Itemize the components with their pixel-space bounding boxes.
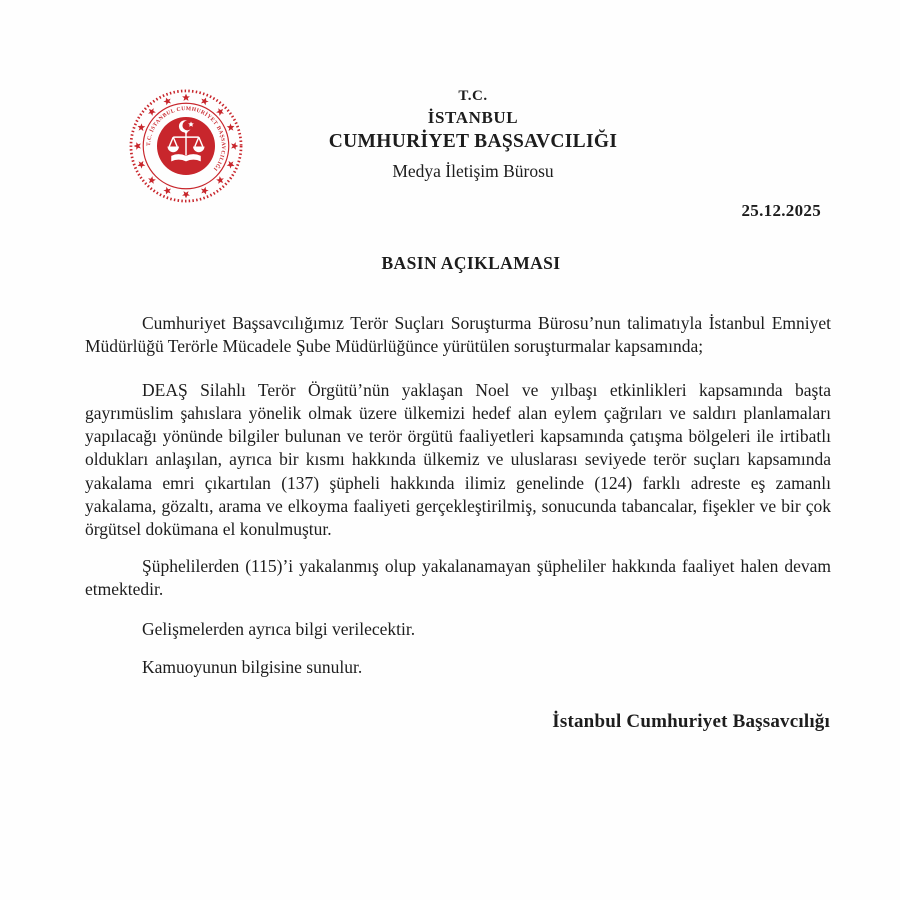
letterhead-institution: CUMHURİYET BAŞSAVCILIĞI — [328, 130, 618, 152]
letterhead-city: İSTANBUL — [427, 107, 519, 127]
document-date: 25.12.2025 — [741, 201, 821, 220]
paragraph-intro: Cumhuriyet Başsavcılığımız Terör Suçları Soruşturma Bürosu’nun talimatıyla İstanbul Emniyet Müdürlüğü Terörle Mücadele Şube Müdürlüğünce yürütülen soruşturmalar kapsamında; — [85, 313, 831, 357]
paragraph-suspects-status: Şüphelilerden (115)’i yakalanmış olup yakalanamayan şüpheliler hakkında faaliyet halen devam etmektedir. — [85, 555, 831, 599]
paragraph-further-info: Gelişmelerden ayrıca bilgi verilecektir. — [142, 619, 416, 640]
letterhead-tc: T.C. — [458, 88, 488, 104]
signature: İstanbul Cumhuriyet Başsavcılığı — [552, 711, 830, 732]
letterhead-bureau: Medya İletişim Bürosu — [392, 161, 554, 182]
paragraph-public-notice: Kamuoyunun bilgisine sunulur. — [142, 656, 363, 677]
letterhead — [23, 89, 900, 180]
document-title: BASIN AÇIKLAMASI — [381, 253, 561, 273]
document-body — [85, 312, 831, 679]
seal-ring-text: T.C. İSTANBUL CUMHURİYET BAŞSAVCILIĞI — [146, 106, 226, 172]
paragraph-operation-details: DEAŞ Silahlı Terör Örgütü’nün yaklaşan Noel ve yılbaşı etkinlikleri kapsamında başta gayrımüslim şahıslara yönelik olmak üzere ülkemizi hedef alan eylem çağrıları ve saldırı planlamaları yapılacağı yönünde bilgiler bulunan ve terör örgütü faaliyetleri kapsamında çatışma bölgeleri ile irtibatlı oldukları anlaşılan, ayrıca bir kısmı hakkında ülkemiz ve uluslarası seviyede terör suçları kapsamında yakalama emri çıkartılan (137) şüpheli hakkında ilimiz genelinde (124) farklı adreste eş zamanlı yakalama, gözaltı, arama ve elkoyma faaliyeti gerçekleştirilmiş, sonucunda tabancalar, fişekler ve bir çok örgütsel dokümana el konulmuştur. — [85, 379, 831, 540]
